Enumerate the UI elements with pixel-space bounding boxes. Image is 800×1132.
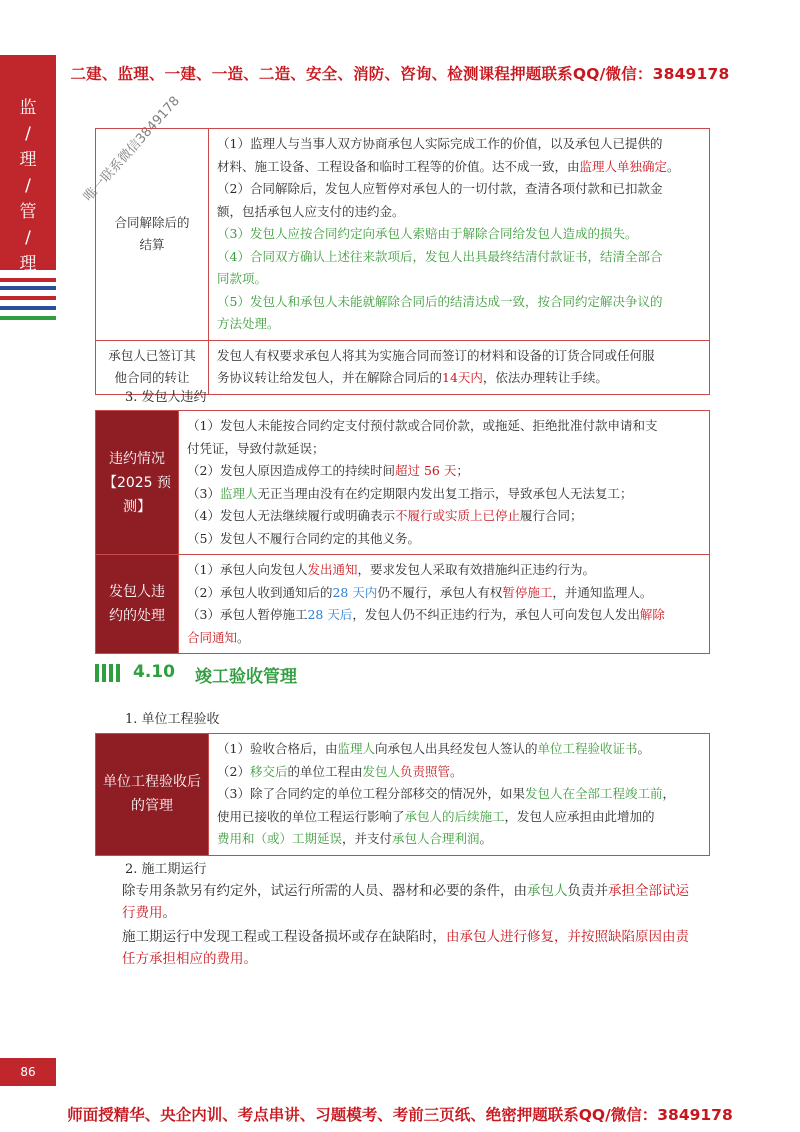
- unit-acceptance-table: [95, 733, 710, 856]
- text-line: [187, 582, 701, 605]
- text-line: [187, 438, 701, 461]
- highlighted-text: 14天内: [442, 370, 483, 385]
- text-line: [217, 313, 701, 336]
- row-label: [96, 129, 209, 341]
- row-content: [209, 734, 710, 856]
- text-segment: 的单位工程由: [287, 763, 363, 779]
- side-stripe: [0, 278, 56, 282]
- employer-breach-table: [95, 410, 710, 654]
- text-segment: （1）发包人未能按合同约定支付预付款或合同价款，或拖延、拒绝批准付款申请和支: [187, 418, 658, 433]
- row-label-line: 结算: [139, 237, 165, 253]
- text-segment: （2）: [217, 763, 250, 779]
- table-row: [96, 129, 710, 341]
- highlighted-text: 承担全部试运: [608, 883, 689, 899]
- text-segment: 发包人有权要求承包人将其为实施合同而签订的材料和设备的订货合同或任何服: [217, 347, 655, 363]
- text-segment: （1）承包人向发包人: [187, 562, 308, 577]
- row-content: [209, 129, 710, 341]
- row-label: [96, 734, 209, 856]
- text-line: [217, 367, 701, 390]
- text-line: [187, 627, 701, 650]
- top-promo-banner: 二建、监理、一建、一造、二造、安全、消防、咨询、检测课程押题联系QQ/微信：3849178: [70, 65, 730, 83]
- text-line: [217, 246, 701, 269]
- highlighted-text: 合同通知: [187, 629, 238, 645]
- text-segment: （1）监理人与当事人双方协商承包人实际完成工作的价值，以及承包人已提供的: [217, 136, 663, 151]
- highlighted-text: （5）发包人和承包人未能就解除合同后的结清达成一致，按合同约定解决争议的: [217, 293, 663, 309]
- highlighted-text: 费用和（或）工期延误: [217, 831, 343, 846]
- row-label-line: 约的处理: [109, 608, 165, 624]
- highlighted-text: 负责照管: [400, 763, 451, 779]
- text-segment: 务协议转让给发包人，并在解除合同后的: [217, 370, 443, 385]
- text-line: [217, 783, 701, 806]
- page-number: 86: [0, 1058, 56, 1086]
- text-line: [187, 415, 701, 438]
- side-tab-char: /: [25, 228, 31, 248]
- text-segment: 付凭证，导致付款延误；: [187, 440, 325, 456]
- text-line: [95, 902, 715, 924]
- text-line: [217, 223, 701, 246]
- side-stripe: [0, 286, 56, 290]
- text-segment: ，发包人应承担由此增加的: [504, 808, 655, 824]
- text-segment: 履行合同；: [519, 508, 583, 523]
- text-segment: （3）: [187, 485, 220, 501]
- text-segment: （5）发包人不履行合同约定的其他义务。: [187, 530, 420, 546]
- highlighted-text: 发包人: [362, 763, 400, 779]
- text-line: [187, 528, 701, 551]
- text-segment: 。: [162, 905, 176, 921]
- row-label-line: 测】: [123, 498, 151, 515]
- text-segment: 除专用条款另有约定外，试运行所需的人员、器材和必要的条件，由: [122, 883, 527, 899]
- text-line: [95, 926, 715, 948]
- text-segment: ，要求发包人采取有效措施纠正违约行为。: [357, 562, 595, 577]
- side-tab-char: 监: [19, 98, 37, 118]
- text-segment: ；: [456, 463, 469, 478]
- contract-termination-table: [95, 128, 710, 395]
- text-line: [217, 738, 701, 761]
- text-line: [95, 948, 715, 970]
- highlighted-text: 移交后: [249, 763, 288, 779]
- chapter-side-tab: [0, 55, 56, 274]
- row-label-line: 他合同的转让: [114, 370, 190, 385]
- section-title: 竣工验收管理: [195, 667, 297, 687]
- row-label-line: 的管理: [131, 798, 173, 815]
- subheading-employer-breach: 3. 发包人违约: [125, 390, 207, 405]
- text-segment: 。: [450, 763, 463, 779]
- highlighted-text: 28 天内: [332, 584, 378, 600]
- text-line: [217, 268, 701, 291]
- highlighted-text: 由承包人进行修复，并按照缺陷原因由责: [446, 929, 689, 945]
- text-line: [217, 828, 701, 851]
- text-segment: 。: [667, 158, 680, 174]
- side-stripe: [0, 296, 56, 300]
- text-segment: 。: [637, 741, 651, 756]
- side-tab-char: /: [25, 176, 31, 196]
- subheading-trial-operation: 2. 施工期运行: [125, 862, 207, 877]
- side-tab-char: 管: [19, 202, 37, 222]
- text-segment: 负责并: [567, 883, 608, 899]
- table-row: [96, 555, 710, 654]
- table-row: [96, 734, 710, 856]
- text-segment: 施工期运行中发现工程或工程设备损坏或存在缺陷时，: [122, 929, 446, 945]
- text-segment: （2）承包人收到通知后的: [187, 584, 333, 600]
- highlighted-text: 任方承担相应的费用。: [122, 951, 257, 967]
- row-content: [179, 411, 710, 555]
- text-segment: 使用已接收的单位工程运行影响了: [217, 808, 405, 824]
- side-tab-char: /: [25, 124, 31, 144]
- text-segment: （4）发包人无法继续履行或明确表示: [187, 508, 395, 523]
- row-label-line: 【2025 预: [102, 474, 172, 491]
- text-line: [187, 559, 701, 582]
- highlighted-text: 解除: [639, 607, 665, 622]
- side-stripe: [0, 306, 56, 310]
- highlighted-text: 暂停施工: [502, 584, 553, 600]
- text-segment: 。: [237, 629, 250, 645]
- highlighted-text: 同款项。: [217, 271, 268, 286]
- text-line: [217, 806, 701, 829]
- row-label-line: 承包人已签订其: [108, 348, 196, 363]
- section-bars-icon: [95, 664, 125, 682]
- text-line: [217, 345, 701, 368]
- bottom-promo-banner: 师面授精华、央企内训、考点串讲、习题模考、考前三页纸、绝密押题联系QQ/微信：3849178: [67, 1106, 733, 1124]
- highlighted-text: 不履行或实质上已停止: [394, 508, 520, 523]
- highlighted-text: 超过 56 天: [394, 463, 457, 478]
- highlighted-text: 28 天后: [307, 607, 353, 622]
- table-row: [96, 411, 710, 555]
- text-segment: ，并支付: [342, 831, 393, 846]
- row-content: [179, 555, 710, 654]
- highlighted-text: 监理人: [219, 485, 258, 501]
- row-label: [96, 555, 179, 654]
- text-segment: 仍不履行，承包人有权: [377, 584, 503, 600]
- text-segment: 无正当理由没有在约定期限内发出复工指示，导致承包人无法复工；: [257, 485, 633, 501]
- text-segment: 。: [479, 831, 493, 846]
- row-content: [209, 340, 710, 394]
- highlighted-text: 承包人合理利润: [392, 831, 480, 846]
- side-tab-title: [0, 95, 56, 277]
- text-line: [217, 178, 701, 201]
- row-label: [96, 411, 179, 555]
- text-segment: ，并通知监理人。: [552, 584, 653, 600]
- highlighted-text: 方法处理。: [217, 316, 280, 331]
- text-segment: 向承包人出具经发包人签认的: [374, 741, 538, 756]
- row-label-line: 发包人违: [109, 584, 165, 600]
- text-segment: 额，包括承包人应支付的违约金。: [217, 203, 405, 219]
- section-number: 4.10: [133, 662, 175, 682]
- highlighted-text: （4）合同双方确认上述往来款项后，发包人出具最终结清付款证书，结清全部合: [217, 248, 663, 264]
- text-line: [217, 291, 701, 314]
- highlighted-text: 承包人: [527, 883, 568, 899]
- highlighted-text: 行费用: [122, 905, 163, 921]
- highlighted-text: 发出通知: [307, 562, 358, 577]
- paragraph-defect-repair: [95, 926, 715, 970]
- text-line: [217, 133, 701, 156]
- watermark-text: 唯一联系微信3849178: [80, 93, 184, 205]
- row-label-line: 单位工程验收后: [103, 774, 201, 791]
- paragraph-trial-run: [95, 880, 715, 924]
- side-stripe: [0, 316, 56, 320]
- highlighted-text: 承包人的后续施工: [404, 808, 505, 824]
- text-segment: （3）承包人暂停施工: [187, 607, 308, 622]
- text-segment: （2）发包人原因造成停工的持续时间: [187, 463, 395, 478]
- side-tab-char: 理: [19, 150, 37, 170]
- row-label-line: 违约情况: [109, 450, 165, 467]
- subheading-unit-acceptance: 1. 单位工程验收: [125, 712, 220, 727]
- text-segment: ，: [662, 786, 675, 801]
- side-tab-char: 理: [19, 254, 37, 274]
- text-line: [217, 156, 701, 179]
- text-line: [187, 460, 701, 483]
- text-line: [187, 604, 701, 627]
- text-segment: ，依法办理转让手续。: [482, 370, 608, 385]
- highlighted-text: 单位工程验收证书: [537, 741, 638, 756]
- highlighted-text: （3）发包人应按合同约定向承包人索赔由于解除合同给发包人造成的损失。: [217, 226, 638, 241]
- text-segment: ，发包人仍不纠正违约行为，承包人可向发包人发出: [352, 607, 640, 622]
- text-line: [95, 880, 715, 902]
- text-segment: （2）合同解除后，发包人应暂停对承包人的一切付款，查清各项付款和已扣款金: [217, 181, 663, 196]
- highlighted-text: 发包人在全部工程竣工前: [524, 786, 663, 801]
- highlighted-text: 监理人: [337, 741, 375, 756]
- highlighted-text: 监理人单独确定: [579, 158, 668, 174]
- text-line: [217, 201, 701, 224]
- text-line: [217, 761, 701, 784]
- text-segment: 材料、施工设备、工程设备和临时工程等的价值。达不成一致，由: [217, 158, 580, 174]
- text-line: [187, 505, 701, 528]
- text-segment: （3）除了合同约定的单位工程分部移交的情况外，如果: [217, 786, 525, 801]
- text-segment: （1）验收合格后，由: [217, 741, 338, 756]
- row-label-line: 合同解除后的: [114, 215, 190, 231]
- text-line: [187, 483, 701, 506]
